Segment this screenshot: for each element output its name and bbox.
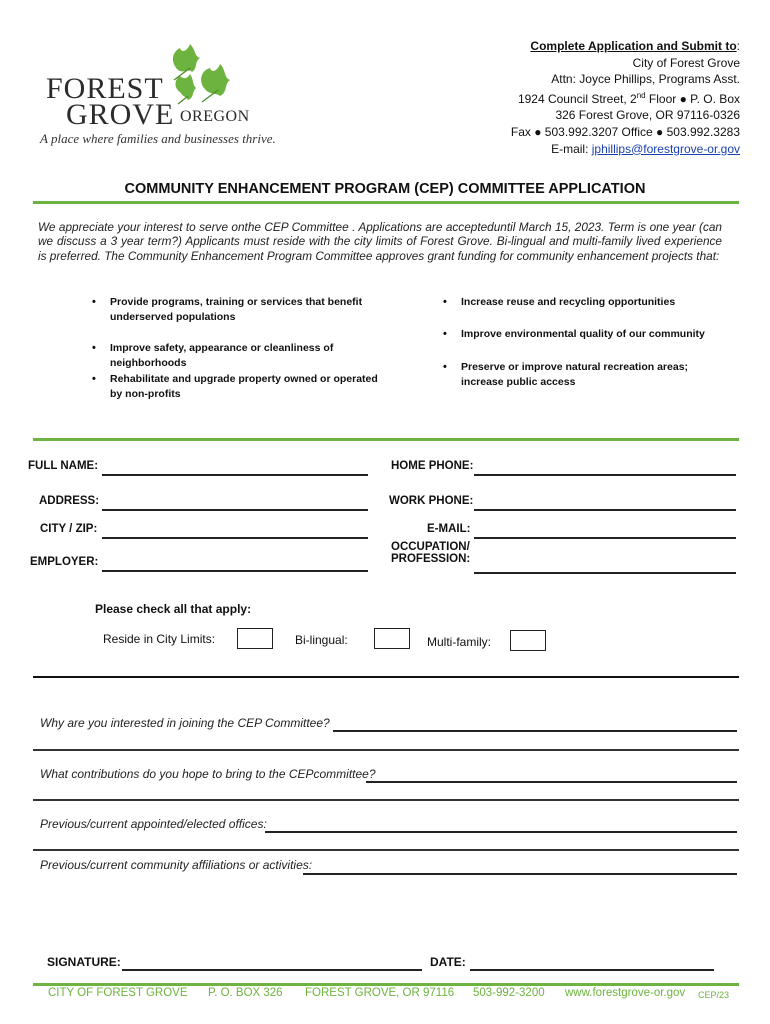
city-zip-label: CITY / ZIP: xyxy=(40,523,98,535)
submit-fax: Fax ● 503.992.3207 Office ● 503.992.3283 xyxy=(510,124,740,139)
footer-box: P. O. BOX 326 xyxy=(208,987,283,999)
work-phone-label: WORK PHONE: xyxy=(389,495,474,507)
footer-city: CITY OF FOREST GROVE xyxy=(48,987,188,999)
footer-web[interactable]: www.forestgrove-or.gov xyxy=(565,987,686,999)
submit-email-line: E-mail: jphillips@forestgrove-or.gov xyxy=(551,141,740,156)
check-all-title: Please check all that apply: xyxy=(95,602,252,616)
address-field[interactable] xyxy=(102,509,368,511)
footer-phone: 503-992-3200 xyxy=(473,987,545,999)
submit-address2: 326 Forest Grove, OR 97116-0326 xyxy=(555,108,740,123)
answer-contributions-line[interactable] xyxy=(33,799,739,801)
answer-affiliations-field[interactable] xyxy=(303,873,737,875)
logo-grove-text: GROVE xyxy=(66,98,175,131)
employer-label: EMPLOYER: xyxy=(30,556,99,568)
submit-header: Complete Application and Submit to xyxy=(530,39,737,53)
page-title: COMMUNITY ENHANCEMENT PROGRAM (CEP) COMMITTEE APPLICATION xyxy=(124,181,646,197)
full-name-field[interactable] xyxy=(102,474,368,476)
submit-attn: Attn: Joyce Phillips, Programs Asst. xyxy=(551,72,740,87)
email-link[interactable]: jphillips@forestgrove-or.gov xyxy=(591,141,740,156)
submit-org: City of Forest Grove xyxy=(632,55,740,70)
multifamily-label: Multi-family: xyxy=(427,635,492,649)
footer-code: CEP/23 xyxy=(698,990,730,1000)
reside-label: Reside in City Limits: xyxy=(103,632,216,646)
multifamily-checkbox[interactable] xyxy=(510,630,546,651)
bullet-right-3: • Preserve or improve natural recreation areas; increase public access xyxy=(461,360,721,390)
answer-contributions-field[interactable] xyxy=(366,781,737,783)
bullet-left-3: • Rehabilitate and upgrade property owned or operated by non-profits xyxy=(110,372,390,402)
checks-divider xyxy=(33,676,739,678)
tagline: A place where families and businesses thrive. xyxy=(40,131,276,146)
question-interest: Why are you interested in joining the CEP Committee? xyxy=(40,716,330,730)
question-offices: Previous/current appointed/elected offices: xyxy=(40,817,267,831)
answer-interest-field[interactable] xyxy=(333,730,737,732)
footer-divider xyxy=(33,983,739,986)
submit-address1: 1924 Council Street, 2nd Floor ● P. O. Box xyxy=(517,90,740,106)
question-contributions: What contributions do you hope to bring to the CEPcommittee? xyxy=(40,767,376,781)
section-divider xyxy=(33,438,739,441)
full-name-label: FULL NAME: xyxy=(28,460,99,472)
intro-paragraph: We appreciate your interest to serve onthe CEP Committee . Applications are acceptedu​ntil March 15, 2023. Term is one year (can we discuss a 3 year term?) Applicants must reside with the city limits of Forest Grove. Bi-lingual and multi-family lived experience is preferred. The Community Enhancement Program Committee approves grant funding for community enhancement projects that: xyxy=(38,220,722,263)
answer-offices-field[interactable] xyxy=(265,831,737,833)
occupation-label: OCCUPATION/ PROFESSION: xyxy=(391,541,471,565)
signature-label: SIGNATURE: xyxy=(47,955,121,969)
logo-forest-text: FOREST xyxy=(46,72,164,105)
address-label: ADDRESS: xyxy=(39,495,100,507)
answer-offices-line[interactable] xyxy=(33,849,739,851)
bilingual-label: Bi-lingual: xyxy=(295,633,348,647)
signature-field[interactable] xyxy=(122,969,422,971)
city-zip-field[interactable] xyxy=(102,537,368,539)
date-field[interactable] xyxy=(470,969,714,971)
answer-interest-line[interactable] xyxy=(33,749,739,751)
email-field[interactable] xyxy=(474,537,736,539)
reside-checkbox[interactable] xyxy=(237,628,273,649)
work-phone-field[interactable] xyxy=(474,509,736,511)
footer-location: FOREST GROVE, OR 97116 xyxy=(305,987,455,999)
title-divider xyxy=(33,201,739,204)
bullet-left-1: • Provide programs, training or services that benefit underserved populations xyxy=(110,295,370,325)
question-affiliations: Previous/current community affiliations or activities: xyxy=(40,858,313,872)
employer-field[interactable] xyxy=(102,570,368,572)
date-label: DATE: xyxy=(430,955,466,969)
home-phone-field[interactable] xyxy=(474,474,736,476)
bullet-right-2: • Improve environmental quality of our community xyxy=(461,327,721,342)
bilingual-checkbox[interactable] xyxy=(374,628,410,649)
bullet-right-1: • Increase reuse and recycling opportunities xyxy=(461,295,721,310)
submit-address-block: Complete Application and Submit to: City of Forest Grove Attn: Joyce Phillips, Programs Asst. 1924 Council Street, 2nd Floor ● P. O. Box 326 Forest Grove, OR 97116-0326 Fax ● 503.992.3207 Office ● 503.992.3283 E-mail: jphillips@forestgrove-or.gov xyxy=(510,39,740,156)
home-phone-label: HOME PHONE: xyxy=(391,460,474,472)
logo-oregon-text: OREGON xyxy=(180,108,250,125)
occupation-field[interactable] xyxy=(474,572,736,574)
bullet-left-2: • Improve safety, appearance or cleanliness of neighborhoods xyxy=(110,341,400,371)
email-label: E-MAIL: xyxy=(427,523,471,535)
